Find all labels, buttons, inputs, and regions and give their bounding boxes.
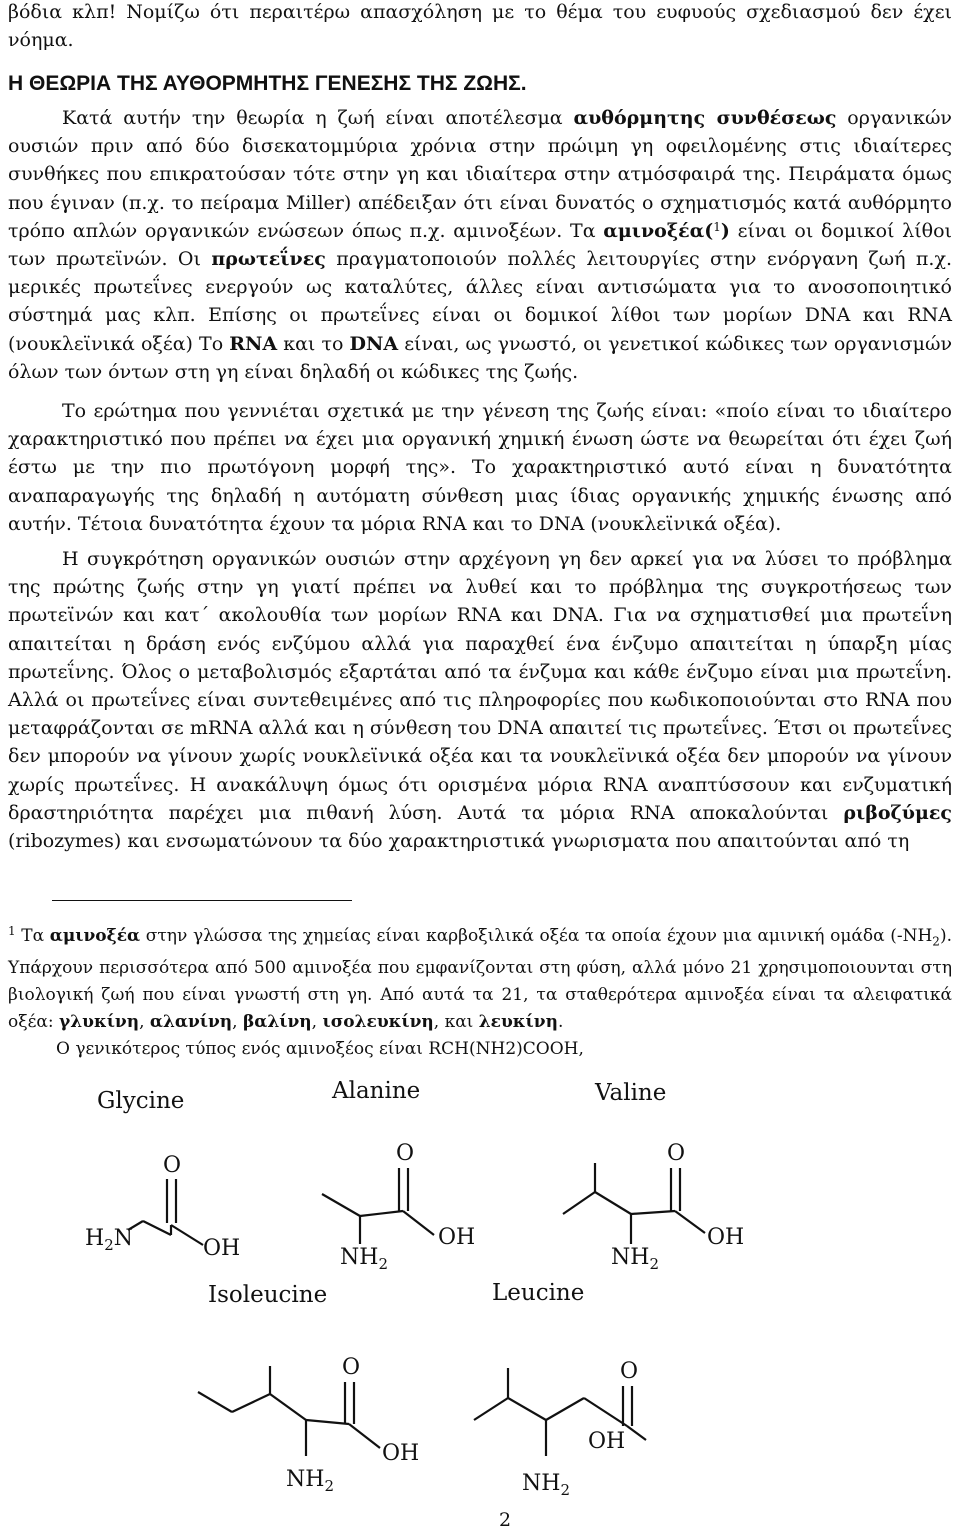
paragraph-1: Κατά αυτήν την θεωρία η ζωή είναι αποτέλεσμα αυθόρμητης συνθέσεως οργανικών ουσιών πριν από δύο δισεκατομμύρια χρόνια στην πρώιμη γη οφειλομένης στις ιδιαίτερες συνθήκες που επικρατούσαν τότε στην γη και ιδιαίτερα στην ατμόσφαιρά της. Πειράματα όμως που έγιναν (π.χ. το πείραμα Miller) απέδειξαν ότι είναι δυνατός ο σχηματισμός κατά αυθόρμητο τρόπο απλών οργανικών ενώσεων όπως π.χ. αμινοξέων. Τα αμινοξέα($^1$) είναι οι δομικοί λίθοι των πρωτεϊνών. Οι πρωτεΐνες πραγματοποιούν πολλές λειτουργίες στην ενόργανη ζωή π.χ. μερικές πρωτεΐνες ενεργούν ως καταλύτες, άλλες είναι αντισώματα για το ανοσοποιητικό σύστημά μας κλπ. Επίσης οι πρωτεΐνες είναι οι δομικοί λίθοι των μορίων DNA και RNA (νουκλεϊνικά οξέα) Το RNA και το DNA είναι, ως γνωστό, οι γενετικοί κώδικες των οργανισμών όλων των όντων στη γη είναι δηλαδή οι κώδικες της ζωής. [8,107,953,383]
alanine-svg [300,1068,500,1273]
bond [546,1398,584,1420]
bond [595,1192,631,1214]
footnote: $^1$ Τα αμινοξέα στην γλώσσα της χημείας είναι καρβοξιλικά οξέα τα οποία έχουν μια αμινική ομάδα $(-NH_2)$. Υπάρχουν περισσότερα από 500 αμινοξέα που εμφανίζονται στη φύση, αλλά μόνο 21 χρησιμοποιoυνται στη βιολογική ζωή που είναι γνωστή στη γη. Από αυτά τα 21, τα σταθερότερα αμινοξέα είναι τα αλειφατικά οξέα: γλυκίνη, αλανίνη, βαλίνη, ισολευκίνη, και λευκίνη. [8,924,952,1032]
amine-group: $NH_2$ [286,1467,334,1495]
glycine-svg [85,1075,285,1265]
bond [306,1420,349,1424]
bond [627,1426,646,1440]
hydroxyl-group: OH [203,1236,241,1261]
valine-structure [545,1068,775,1273]
bond [171,1225,203,1245]
isoleucine-svg [190,1270,430,1510]
section-title: Η ΘΕΩΡΙΑ ΤΗΣ ΑΥΘΟΡΜΗΤΗΣ ΓΕΝΕΣΗΣ ΤΗΣ ΖΩΗΣ. [8,72,527,95]
alanine-structure [300,1068,500,1273]
bond [631,1211,675,1214]
oxygen-atom: O [667,1141,686,1166]
methyl-bond [563,1192,595,1214]
amine-group: $H_2N$ [85,1226,133,1254]
oxygen-atom: O [342,1355,361,1380]
hydroxyl-group: OH [707,1225,745,1250]
glycine-label: Glycine [97,1088,185,1114]
amine-group: $NH_2$ [611,1245,659,1273]
header-fragment: βόδια κλπ! Νομίζω ότι περαιτέρω απασχόληση με το θέμα του ευφυούς σχεδιασμού δεν έχει νόημα. [8,1,952,52]
bond [584,1398,627,1426]
bond [232,1394,270,1412]
valine-svg [545,1068,775,1273]
bond [349,1424,380,1448]
oxygen-atom: O [396,1141,415,1166]
hydroxyl-group: OH [382,1441,420,1466]
hydroxyl-group: OH [438,1225,476,1250]
footnote-divider [52,900,352,901]
valine-label: Valine [595,1080,667,1106]
footnote-ref[interactable]: 1 [713,219,721,234]
isoleucine-label: Isoleucine [208,1282,328,1308]
leucine-label: Leucine [492,1280,585,1306]
bond [270,1394,306,1420]
amine-group: $NH_2$ [522,1471,570,1499]
ethyl-bond [198,1392,232,1412]
leucine-structure [470,1270,710,1510]
isoleucine-structure [190,1270,430,1510]
bond [675,1211,705,1233]
hydroxyl-group: OH [588,1429,626,1454]
amine-group: $NH_2$ [340,1245,388,1273]
methyl-bond [322,1194,360,1216]
page-number: 2 [499,1509,512,1531]
general-formula-line: Ο γενικότερος τύπος ενός αμινοξέος είναι RCH(NH2)COOH, [56,1039,584,1059]
paragraph-3: Η συγκρότηση οργανικών ουσιών στην αρχέγονη γη δεν αρκεί για να λύσει το πρόβλημα της πρώτης ζωής στην γη γιατί πρέπει να λυθεί και το πρόβλημα της συγκροτήσεως των πρωτεϊνών και κατ΄ ακολουθία των μορίων RNA και DNA. Για να σχηματισθεί μια πρωτεΐνη απαιτείται η δράση ενός ενζύμου αλλά για παραχθεί ένα ένζυμο απαιτείται η ύπαρξη μίας πρωτεΐνης. Όλος ο μεταβολισμός εξαρτάται από τα ένζυμα και κάθε ένζυμο είναι μια πρωτεΐνη. Αλλά οι πρωτεΐνες είναι συντεθειμένες από τις πληροφορίες που κωδικοποιούνται στο RNA που μεταφράζονται σε mRNA αλλά και η σύνθεση του DNA απαιτεί τις πρωτεΐνες. Έτσι οι πρωτεΐνες δεν μπορούν να γίνουν χωρίς νουκλεϊνικά οξέα και τα νουκλεϊνικά οξέα δεν μπορούν να γίνουν χωρίς πρωτεΐνες. Η ανακάλυψη όμως ότι ορισμένα μόρια RNA αναπτύσσουν και ενζυματική δραστηριότητα παρέχει μια πιθανή λύση. Αυτά τα μόρια RNA αποκαλούνται ριβοζύμες (ribozymes) και ενσωματώνουν τα δύο χαρακτηριστικά γνωρισματα που απαιτούνται από τη [8,548,952,853]
bond [360,1211,403,1216]
leucine-svg [470,1270,710,1510]
bond [403,1211,434,1235]
bond [143,1221,171,1235]
oxygen-atom: O [620,1359,639,1384]
oxygen-atom: O [163,1153,182,1178]
paragraph-2: Το ερώτημα που γεννιέται σχετικά με την γένεση της ζωής είναι: «ποίο είναι το ιδιαίτερο χαρακτηριστικό που πρέπει να έχει μια οργανική χημική ένωση ώστε να θεωρείται ότι έχει ζωή έστω με την πιο πρωτόγονη μορφή της». Το χαρακτηριστικό αυτό είναι η δυνατότητα αναπαραγωγής της δηλαδή η αυτόματη σύνθεση μιας ίδιας οργανικής χημικής ένωσης από αυτήν. Τέτοια δυνατότητα έχουν τα μόρια RNA και το DNA (νουκλεϊνικά οξέα). [8,400,952,535]
glycine-structure [85,1075,285,1265]
bond [508,1398,546,1420]
methyl-bond [474,1398,508,1420]
alanine-label: Alanine [332,1078,421,1104]
